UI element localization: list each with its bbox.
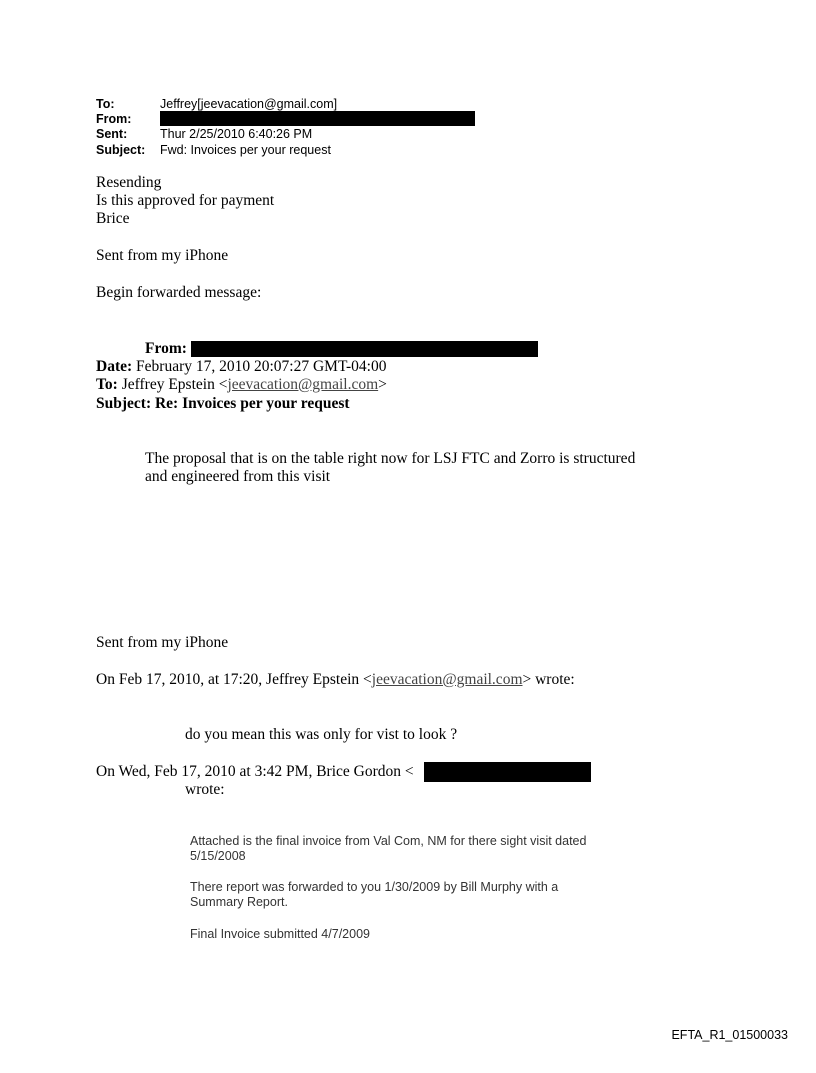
fwd-date-label: Date: [96, 358, 133, 375]
fwd-to-row [96, 376, 387, 394]
fwd-from-label: From: [145, 340, 187, 357]
fwd-to-close: > [378, 376, 387, 393]
header-sent-row [96, 127, 312, 141]
sent-from-iphone-2: Sent from my iPhone [96, 634, 229, 651]
wrote-line: wrote: [185, 781, 225, 798]
sent-from-iphone: Sent from my iPhone [96, 247, 229, 264]
subject-label: Subject: [96, 143, 146, 157]
begin-forwarded: Begin forwarded message: [96, 284, 262, 301]
fwd-subject: Subject: Re: Invoices per your request [96, 395, 350, 412]
body-line-resending: Resending [96, 174, 162, 191]
quoted-p2-line-2: Summary Report. [190, 895, 288, 909]
on-suffix: > wrote: [522, 671, 575, 688]
fwd-date-value: February 17, 2010 20:07:27 GMT-04:00 [132, 358, 387, 375]
on-email-link[interactable]: jeevacation@gmail.com [371, 671, 523, 688]
document-id: EFTA_R1_01500033 [671, 1028, 788, 1042]
to-value: Jeffrey[jeevacation@gmail.com] [160, 97, 338, 111]
redaction-bar [191, 341, 538, 357]
quoted-p1-line-1: Attached is the final invoice from Val Com, NM for there sight visit dated [190, 834, 587, 848]
redaction-bar [424, 762, 591, 782]
body-line-signature: Brice [96, 210, 130, 227]
fwd-date-row [96, 358, 386, 376]
fwd-to-label: To: [96, 376, 118, 393]
body-line-approved: Is this approved for payment [96, 192, 275, 209]
proposal-line-1: The proposal that is on the table right now for LSJ FTC and Zorro is structured [145, 450, 636, 467]
fwd-to-email-link[interactable]: jeevacation@gmail.com [227, 376, 379, 393]
sent-label: Sent: [96, 127, 128, 141]
question-line: do you mean this was only for vist to look ? [185, 726, 458, 743]
on-feb-17-line [96, 671, 575, 689]
from-label: From: [96, 112, 132, 126]
fwd-to-name: Jeffrey Epstein < [117, 376, 228, 393]
subject-value: Fwd: Invoices per your request [160, 143, 331, 157]
sent-value: Thur 2/25/2010 6:40:26 PM [160, 127, 313, 141]
quoted-p3: Final Invoice submitted 4/7/2009 [190, 927, 370, 941]
header-subject-row [96, 143, 331, 157]
wed-line: On Wed, Feb 17, 2010 at 3:42 PM, Brice Gordon < [96, 763, 414, 780]
quoted-p1-line-2: 5/15/2008 [190, 849, 246, 863]
proposal-line-2: and engineered from this visit [145, 468, 331, 485]
to-label: To: [96, 97, 115, 111]
quoted-p2-line-1: There report was forwarded to you 1/30/2009 by Bill Murphy with a [190, 880, 559, 894]
redaction-bar [160, 111, 475, 126]
on-prefix: On Feb 17, 2010, at 17:20, Jeffrey Epstein < [96, 671, 372, 688]
header-to-row [96, 97, 337, 111]
header-from-row [96, 112, 160, 126]
